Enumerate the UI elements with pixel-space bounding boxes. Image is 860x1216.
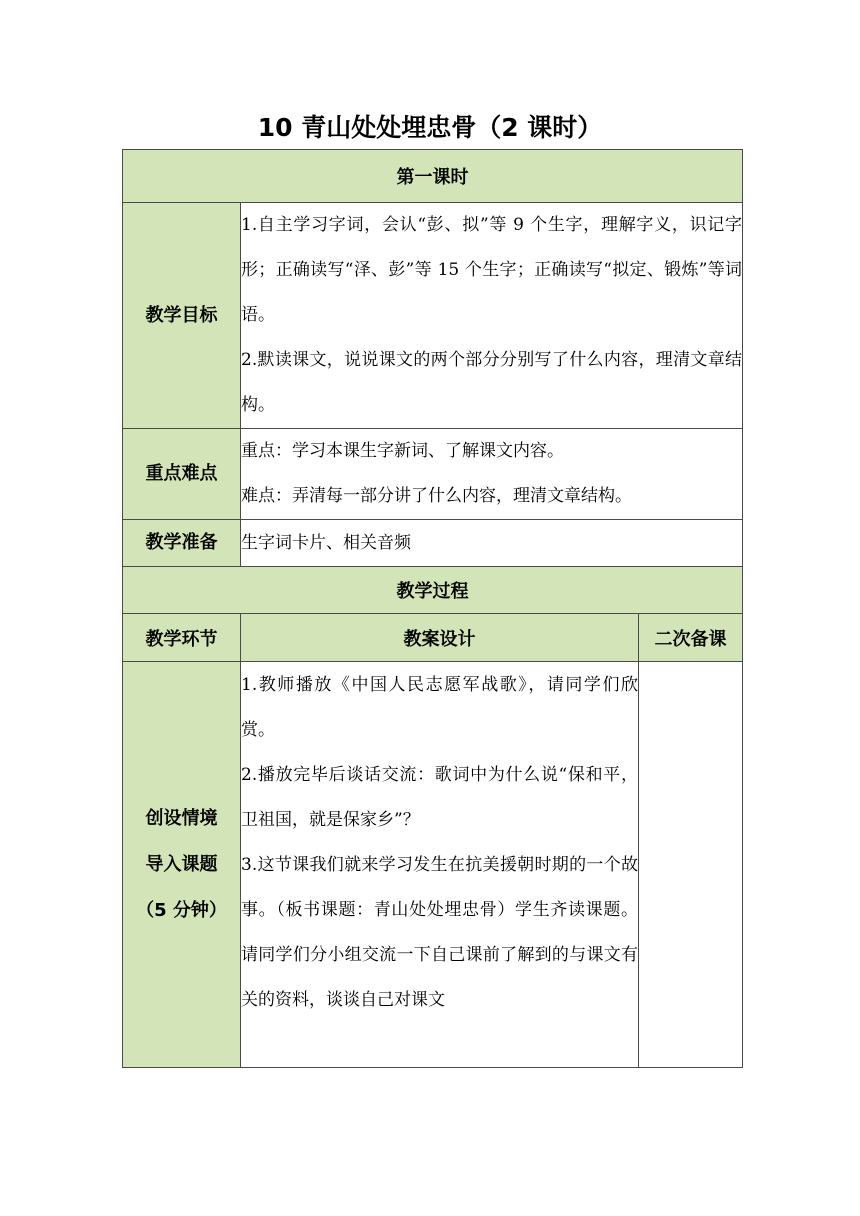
- stage-label-line: （5 分钟）: [136, 899, 227, 921]
- stage-row: [123, 662, 743, 1068]
- objectives-row: [123, 203, 743, 429]
- preparation-content: 生字词卡片、相关音频: [241, 520, 743, 567]
- design-item: 3.这节课我们就来学习发生在抗美援朝时期的一个故事。（板书课题：青山处处埋忠骨）学生齐读课题。请同学们分小组交流一下自己课前了解到的与课文有关的资料，谈谈自己对课文: [241, 855, 638, 1010]
- process-columns-row: [123, 614, 743, 662]
- key-point-item: 重点：学习本课生字新词、了解课文内容。: [241, 441, 564, 461]
- process-header-row: [123, 567, 743, 614]
- key-points-content: [241, 429, 743, 520]
- column-header-notes: 二次备课: [639, 614, 743, 662]
- section-header: 第一课时: [123, 150, 743, 203]
- preparation-row: [123, 520, 743, 567]
- column-header-stage: 教学环节: [123, 614, 241, 662]
- document-title: 10 青山处处埋忠骨（2 课时）: [257, 113, 603, 142]
- process-header: 教学过程: [123, 567, 743, 614]
- stage-label-line: 导入课题: [145, 853, 218, 875]
- stage-notes-cell[interactable]: [639, 662, 743, 1068]
- stage-design-content: [241, 662, 639, 1068]
- key-points-label: 重点难点: [123, 429, 241, 520]
- objective-item: 1.自主学习字词，会认“彭、拟”等 9 个生字，理解字义，识记字形；正确读写“泽、彭”等 15 个生字；正确读写“拟定、锻炼”等词语。: [241, 215, 743, 325]
- lesson-plan-table: [122, 149, 743, 1068]
- preparation-label: 教学准备: [123, 520, 241, 567]
- objectives-content: [241, 203, 743, 429]
- stage-label-line: 创设情境: [145, 807, 218, 829]
- section-header-row: [123, 150, 743, 203]
- stage-label: [123, 662, 241, 1068]
- design-item: 1.教师播放《中国人民志愿军战歌》，请同学们欣赏。: [241, 675, 638, 740]
- key-points-row: [123, 429, 743, 520]
- objectives-label: 教学目标: [123, 203, 241, 429]
- design-item: 2.播放完毕后谈话交流：歌词中为什么说“保和平，卫祖国，就是保家乡”？: [241, 765, 638, 830]
- objective-item: 2.默读课文，说说课文的两个部分分别写了什么内容，理清文章结构。: [241, 350, 743, 415]
- key-point-item: 难点：弄清每一部分讲了什么内容，理清文章结构。: [241, 486, 632, 506]
- column-header-design: 教案设计: [241, 614, 639, 662]
